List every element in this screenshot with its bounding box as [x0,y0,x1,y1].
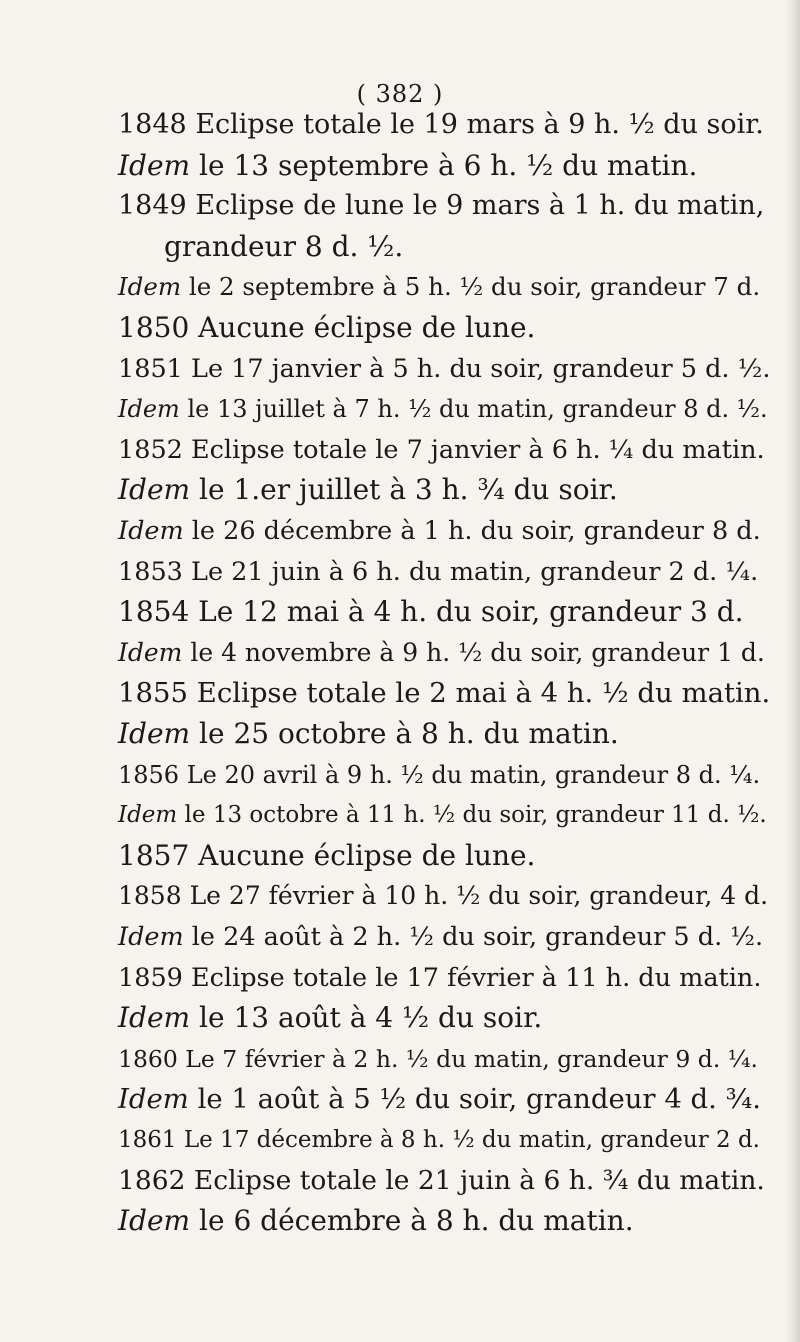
text-line [118,555,758,589]
idem-label: Idem [118,272,182,302]
line-text: Le 12 mai à 4 h. du soir, grandeur 3 d. [198,595,744,629]
text-line [118,1082,761,1116]
year: 1857 [118,838,190,872]
text-line [118,1042,758,1076]
text-line [118,108,764,142]
text-line [118,1204,634,1238]
line-text: grandeur 8 d. ½. [164,229,404,263]
line-text: le 13 septembre à 6 h. ½ du matin. [199,148,698,182]
year: 1861 [118,1127,177,1153]
text-line [118,636,765,670]
line-text: le 24 août à 2 h. ½ du soir, grandeur 5 d. ½. [191,922,764,952]
line-text: le 25 octobre à 8 h. du matin. [199,717,619,750]
text-line [118,189,764,223]
text-line [118,352,770,386]
text-line [164,230,403,264]
text-line [118,433,765,467]
text-line [118,879,768,913]
text-line [118,839,535,873]
idem-label: Idem [118,516,184,546]
text-line [118,961,761,995]
line-text: Eclipse totale le 2 mai à 4 h. ½ du matin. [196,677,771,710]
line-text: le 13 août à 4 ½ du soir. [199,1001,543,1035]
idem-label: Idem [118,922,184,952]
line-text: le 13 juillet à 7 h. ½ du matin, grandeur 8 d. ½. [187,395,768,424]
line-text: le 4 novembre à 9 h. ½ du soir, grandeur 1 d. [190,637,765,667]
idem-label: Idem [118,717,191,750]
text-line [118,1123,760,1157]
text-line [118,514,761,548]
year: 1859 [118,962,183,993]
text-line [118,717,619,751]
year: 1862 [118,1164,186,1196]
text-line [118,270,760,304]
idem-label: Idem [118,148,191,182]
year: 1856 [118,760,180,789]
text-line [118,1001,542,1035]
idem-label: Idem [118,1001,191,1035]
year: 1850 [118,311,190,344]
text-line [118,595,744,629]
line-text: le 2 septembre à 5 h. ½ du soir, grandeur 7 d. [188,272,761,302]
line-text: le 6 décembre à 8 h. du matin. [199,1204,634,1238]
line-text: Eclipse totale le 21 juin à 6 h. ¾ du matin. [193,1164,765,1196]
line-text: Le 17 décembre à 8 h. ½ du matin, grandeur 2 d. [183,1127,760,1153]
year: 1851 [118,353,183,384]
year: 1855 [118,677,188,710]
line-text: le 13 octobre à 11 h. ½ du soir, grandeur 11 d. ½. [184,802,767,829]
text-line [118,676,770,710]
line-text: Eclipse totale le 7 janvier à 6 h. ¼ du matin. [191,434,765,465]
line-text: Eclipse de lune le 9 mars à 1 h. du matin, [195,190,765,222]
line-text: Eclipse totale le 17 février à 11 h. du matin. [191,962,762,993]
line-text: Eclipse totale le 19 mars à 9 h. ½ du soir. [195,109,764,140]
text-line [118,758,760,792]
line-text: le 1.er juillet à 3 h. ¾ du soir. [199,473,618,507]
line-text: Le 20 avril à 9 h. ½ du matin, grandeur 8 d. ¼. [186,760,761,789]
year: 1848 [118,109,187,140]
text-line [118,1164,765,1198]
year: 1860 [118,1044,178,1073]
text-line [118,149,697,183]
idem-label: Idem [118,637,183,667]
idem-label: Idem [118,1083,189,1116]
text-line [118,920,763,954]
line-text: Le 27 février à 10 h. ½ du soir, grandeur, 4 d. [189,881,769,911]
line-text: Le 7 février à 2 h. ½ du matin, grandeur 9 d. ¼. [185,1044,759,1073]
text-line [118,473,618,507]
idem-label: Idem [118,473,191,507]
idem-label: Idem [118,1204,191,1238]
line-text: le 26 décembre à 1 h. du soir, grandeur 8 d. [191,516,761,546]
year: 1849 [118,190,187,222]
year: 1852 [118,434,183,465]
text-line [118,392,768,426]
line-text: Aucune éclipse de lune. [198,838,536,872]
year: 1854 [118,595,190,629]
line-text: Aucune éclipse de lune. [198,311,536,344]
page-number: ( 382 ) [356,80,444,108]
line-text: Le 21 juin à 6 h. du matin, grandeur 2 d. ¼. [191,556,759,587]
text-line [118,798,767,832]
text-line [118,311,535,345]
year: 1858 [118,881,182,911]
line-text: Le 17 janvier à 5 h. du soir, grandeur 5 d. ½. [191,353,771,384]
idem-label: Idem [118,802,178,829]
line-text: le 1 août à 5 ½ du soir, grandeur 4 d. ¾. [197,1083,762,1116]
idem-label: Idem [118,395,180,424]
page-edge-shadow [786,0,800,1342]
year: 1853 [118,556,183,587]
